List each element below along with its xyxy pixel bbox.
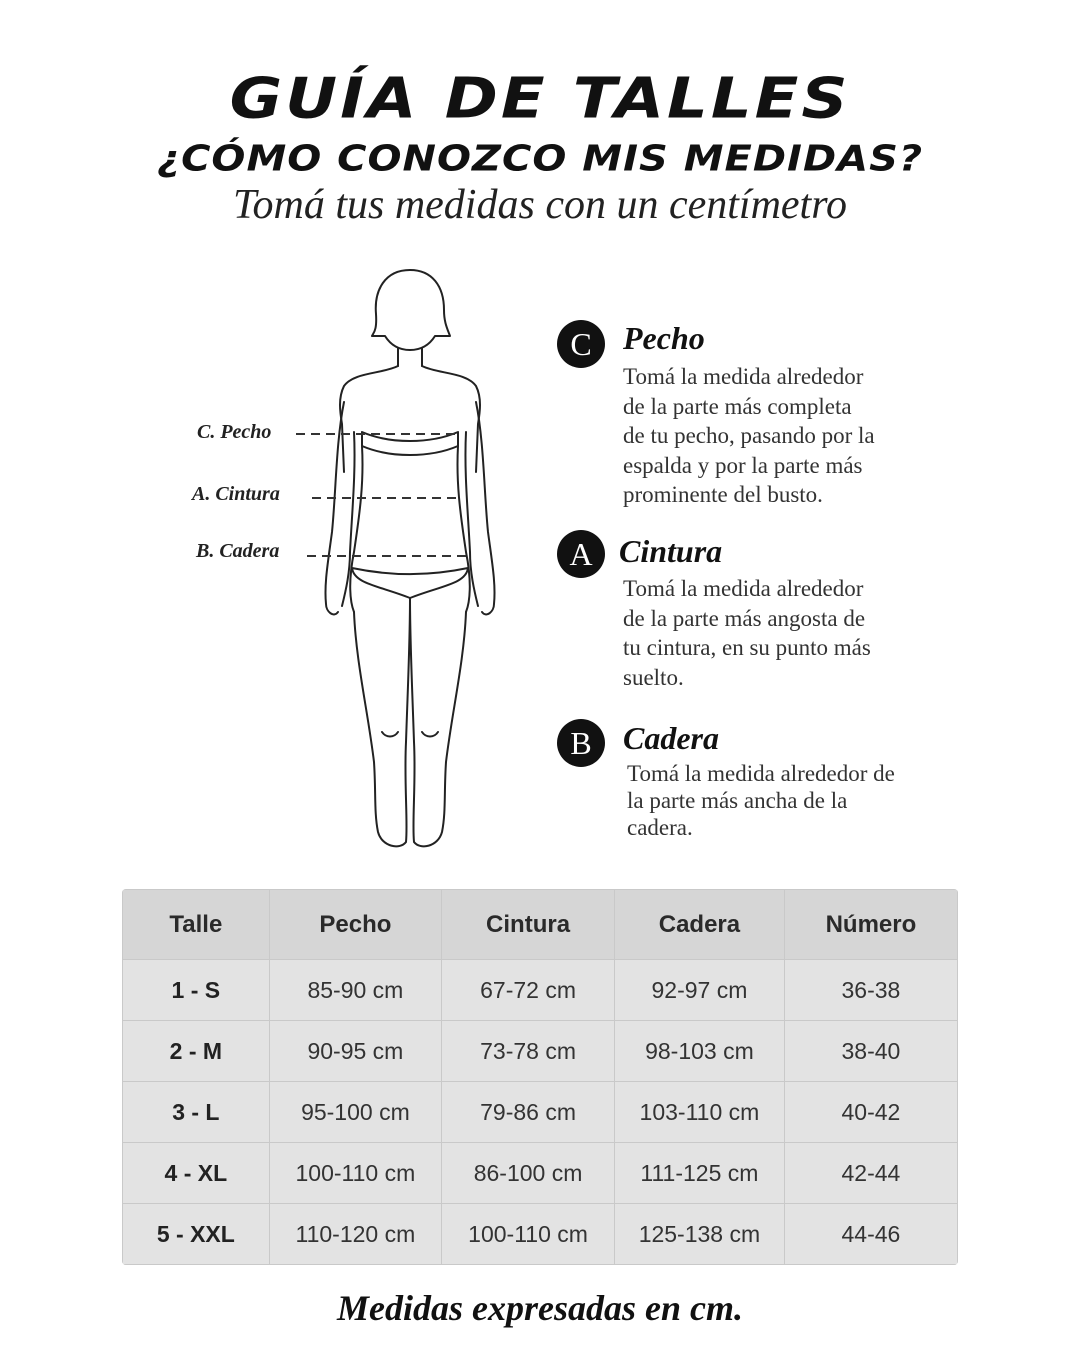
table-cell: 110-120 cm bbox=[269, 1204, 441, 1265]
table-header-row bbox=[123, 890, 958, 960]
table-cell: 90-95 cm bbox=[269, 1021, 441, 1082]
table-cell: 98-103 cm bbox=[614, 1021, 784, 1082]
badge-c: C bbox=[557, 320, 605, 368]
size-table bbox=[122, 889, 958, 1265]
section-pecho bbox=[557, 320, 977, 520]
table-cell: 3 - L bbox=[123, 1082, 270, 1143]
badge-b: B bbox=[557, 719, 605, 767]
table-cell: 86-100 cm bbox=[442, 1143, 615, 1204]
table-cell: 5 - XXL bbox=[123, 1204, 270, 1265]
table-cell: 42-44 bbox=[784, 1143, 957, 1204]
table-cell: 95-100 cm bbox=[269, 1082, 441, 1143]
table-cell: 73-78 cm bbox=[442, 1021, 615, 1082]
table-cell: 125-138 cm bbox=[614, 1204, 784, 1265]
page-question: ¿CÓMO CONOZCO MIS MEDIDAS? bbox=[156, 138, 924, 180]
table-row bbox=[123, 1143, 958, 1204]
table-cell: 40-42 bbox=[784, 1082, 957, 1143]
table-cell: 79-86 cm bbox=[442, 1082, 615, 1143]
table-cell: 103-110 cm bbox=[614, 1082, 784, 1143]
section-text-pecho: Tomá la medida alrededor de la parte más completa de tu pecho, pasando por la espalda y por la parte más prominente del busto. bbox=[623, 364, 875, 507]
table-row bbox=[123, 1021, 958, 1082]
figure-label-cintura: A. Cintura bbox=[192, 483, 280, 505]
section-title-cadera: Cadera bbox=[623, 720, 719, 756]
column-header: Talle bbox=[123, 890, 270, 960]
section-text-cintura: Tomá la medida alrededor de la parte más angosta de tu cintura, en su punto más suelto. bbox=[623, 576, 871, 690]
table-cell: 4 - XL bbox=[123, 1143, 270, 1204]
table-cell: 85-90 cm bbox=[269, 960, 441, 1021]
table-cell: 44-46 bbox=[784, 1204, 957, 1265]
column-header: Número bbox=[784, 890, 957, 960]
table-cell: 100-110 cm bbox=[442, 1204, 615, 1265]
badge-a: A bbox=[557, 530, 605, 578]
section-cintura bbox=[557, 530, 977, 700]
table-cell: 67-72 cm bbox=[442, 960, 615, 1021]
figure-label-cadera: B. Cadera bbox=[196, 540, 280, 562]
table-cell: 111-125 cm bbox=[614, 1143, 784, 1204]
table-cell: 38-40 bbox=[784, 1021, 957, 1082]
footer-note: Medidas expresadas en cm. bbox=[337, 1288, 743, 1328]
section-text-cadera: Tomá la medida alrededor de la parte más ancha de la cadera. bbox=[627, 761, 895, 840]
section-title-cintura: Cintura bbox=[619, 533, 723, 569]
column-header: Pecho bbox=[269, 890, 441, 960]
column-header: Cadera bbox=[614, 890, 784, 960]
table-cell: 2 - M bbox=[123, 1021, 270, 1082]
section-cadera bbox=[557, 719, 977, 849]
figure-label-pecho: C. Pecho bbox=[197, 421, 272, 443]
page-subtitle: Tomá tus medidas con un centímetro bbox=[232, 182, 848, 228]
table-cell: 100-110 cm bbox=[269, 1143, 441, 1204]
table-row bbox=[123, 960, 958, 1021]
column-header: Cintura bbox=[442, 890, 615, 960]
table-row bbox=[123, 1204, 958, 1265]
table-row bbox=[123, 1082, 958, 1143]
section-title-pecho: Pecho bbox=[623, 320, 705, 356]
table-cell: 36-38 bbox=[784, 960, 957, 1021]
table-cell: 92-97 cm bbox=[614, 960, 784, 1021]
table-cell: 1 - S bbox=[123, 960, 270, 1021]
page-title: GUÍA DE TALLES bbox=[229, 66, 851, 132]
